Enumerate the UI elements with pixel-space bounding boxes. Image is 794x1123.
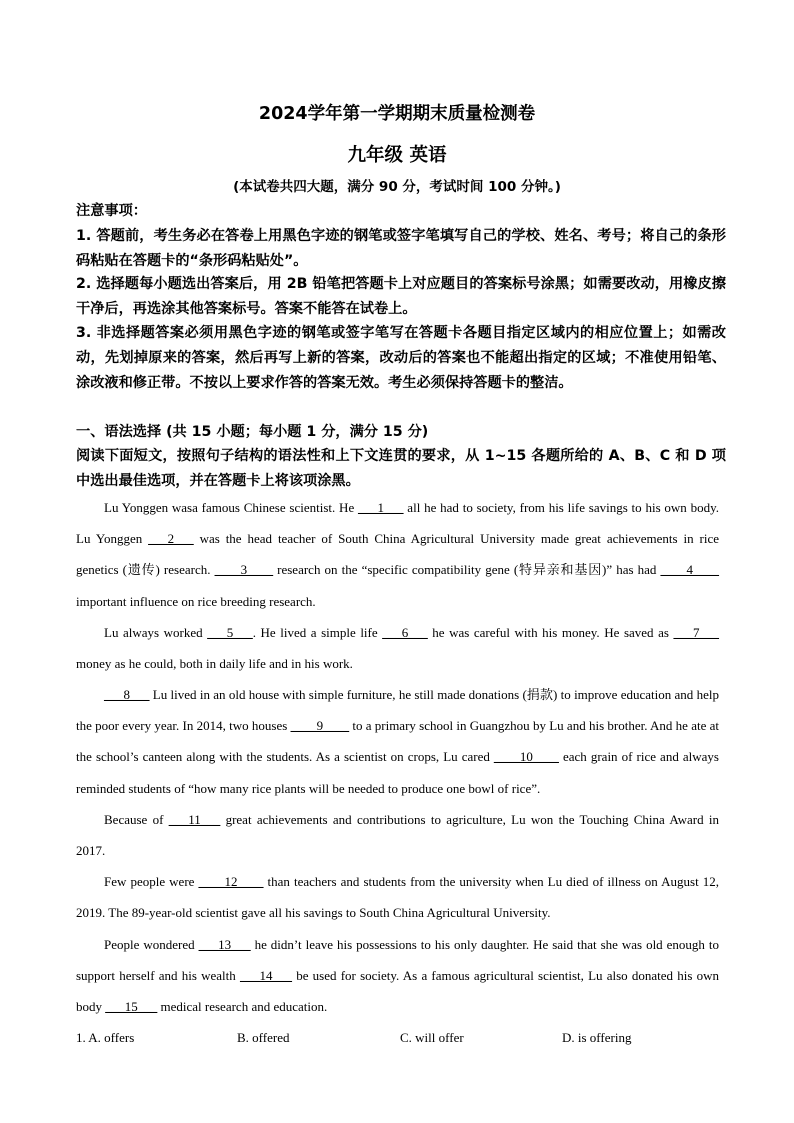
option-c: C. will offer <box>400 1030 464 1045</box>
answer-blank: ___15___ <box>105 999 158 1015</box>
answer-blank: ___13___ <box>198 937 251 952</box>
answer-blank: ____4____ <box>660 562 719 578</box>
passage-text: Because of <box>104 812 169 827</box>
passage-text: than teachers and students from the university when Lu died of illness on August 12, 2019. The 89-year-old scientist gave all his savings to South China Agricultural University. <box>76 874 719 921</box>
passage-text: all he had to society, from his life savings to his own body. Lu Yonggen <box>76 500 720 547</box>
passage-text: . He lived a simple life <box>252 625 383 640</box>
passage-paragraph-2 <box>76 617 719 679</box>
option-b: B. offered <box>237 1030 290 1045</box>
notice-item-1: 1. 答题前，考生务必在答卷上用黑色字迹的钢笔或签字笔填写自己的学校、姓名、考号；将自己的条形码粘贴在答题卡的“条形码粘贴处”。 <box>76 228 726 269</box>
passage-paragraph-3 <box>76 679 719 804</box>
passage-text: Lu always worked <box>104 625 208 640</box>
exam-info: (本试卷共四大题，满分 90 分，考试时间 100 分钟。) <box>233 179 561 195</box>
passage-text: he was careful with his money. He saved as <box>427 625 674 640</box>
passage-paragraph-6 <box>76 929 719 1023</box>
passage-text: to a primary school in Guangzhou by Lu and his brother. And he ate at the school’s canteen along with the students. As a scientist on crops, Lu cared <box>76 718 719 765</box>
passage-paragraph-5 <box>76 866 719 928</box>
answer-blank: ___2___ <box>148 531 194 547</box>
notice-heading: 注意事项： <box>76 203 147 219</box>
exam-title: 2024学年第一学期期末质量检测卷 <box>258 104 536 124</box>
passage-text: was the head teacher of South China Agricultural University made great achievements in rice genetics (遗传) research. <box>76 531 719 578</box>
option-a: 1. A. offers <box>76 1030 135 1045</box>
answer-blank: ___11___ <box>168 812 221 827</box>
notice-item-2: 2. 选择题每小题选出答案后，用 2B 铅笔把答题卡上对应题目的答案标号涂黑；如需要改动，用橡皮擦干净后，再选涂其他答案标号。答案不能答在试卷上。 <box>76 276 726 317</box>
passage-text: medical research and education. <box>157 999 328 1015</box>
passage-text: Lu Yonggen wasa famous Chinese scientist. He <box>104 500 359 515</box>
passage-text: Few people were <box>104 874 199 889</box>
answer-blank: ____3____ <box>214 562 274 578</box>
passage-text: Lu lived in an old house with simple furniture, he still made donations (捐款) to improve education and help the poor every year. In 2014, two houses <box>76 687 719 734</box>
passage-text: be used for society. As a famous agricultural scientist, Lu also donated his own body <box>76 968 719 1015</box>
option-d: D. is offering <box>562 1030 632 1045</box>
answer-blank: ___14___ <box>240 968 292 984</box>
passage-text: research on the “specific compatibility gene (特异亲和基因)” has had <box>273 562 661 578</box>
passage-paragraph-1 <box>76 492 719 617</box>
passage-text: People wondered <box>104 937 199 952</box>
passage-text: each grain of rice and always reminded students of “how many rice plants will be needed to produce one bowl of rice”. <box>76 749 719 796</box>
passage-text: important influence on rice breeding research. <box>76 593 316 609</box>
answer-blank: ___5___ <box>207 625 253 640</box>
answer-blank: ____10____ <box>493 749 559 765</box>
answer-blank: ___7___ <box>673 625 719 640</box>
answer-blank: ___1___ <box>358 500 404 515</box>
section-instruction: 阅读下面短文，按照句子结构的语法性和上下文连贯的要求，从 1~15 各题所给的 A、B、C 和 D 项中选出最佳选项，并在答题卡上将该项涂黑。 <box>76 448 726 489</box>
answer-blank: ___6___ <box>382 625 428 640</box>
passage-text: great achievements and contributions to agriculture, Lu won the Touching China Award in 2017. <box>76 812 719 859</box>
passage-paragraph-4 <box>76 804 719 866</box>
answer-blank: ____12____ <box>198 874 264 889</box>
grade-subject: 九年级 英语 <box>347 145 447 166</box>
answer-blank: ___8___ <box>104 687 150 702</box>
section-heading: 一、语法选择 (共 15 小题；每小题 1 分，满分 15 分) <box>76 424 429 440</box>
passage-text: he didn’t leave his possessions to his only daughter. He said that she was old enough to support herself and his wealth <box>76 937 720 984</box>
notice-item-3: 3. 非选择题答案必须用黑色字迹的钢笔或签字笔写在答题卡各题目指定区域内的相应位置上；如需改动，先划掉原来的答案，然后再写上新的答案，改动后的答案也不能超出指定的区域；不准使用铅笔、涂改液和修正带。不按以上要求作答的答案无效。考生必须保持答题卡的整洁。 <box>76 325 726 391</box>
passage-text: money as he could, both in daily life and in his work. <box>76 656 353 672</box>
answer-blank: ____9____ <box>290 718 350 734</box>
